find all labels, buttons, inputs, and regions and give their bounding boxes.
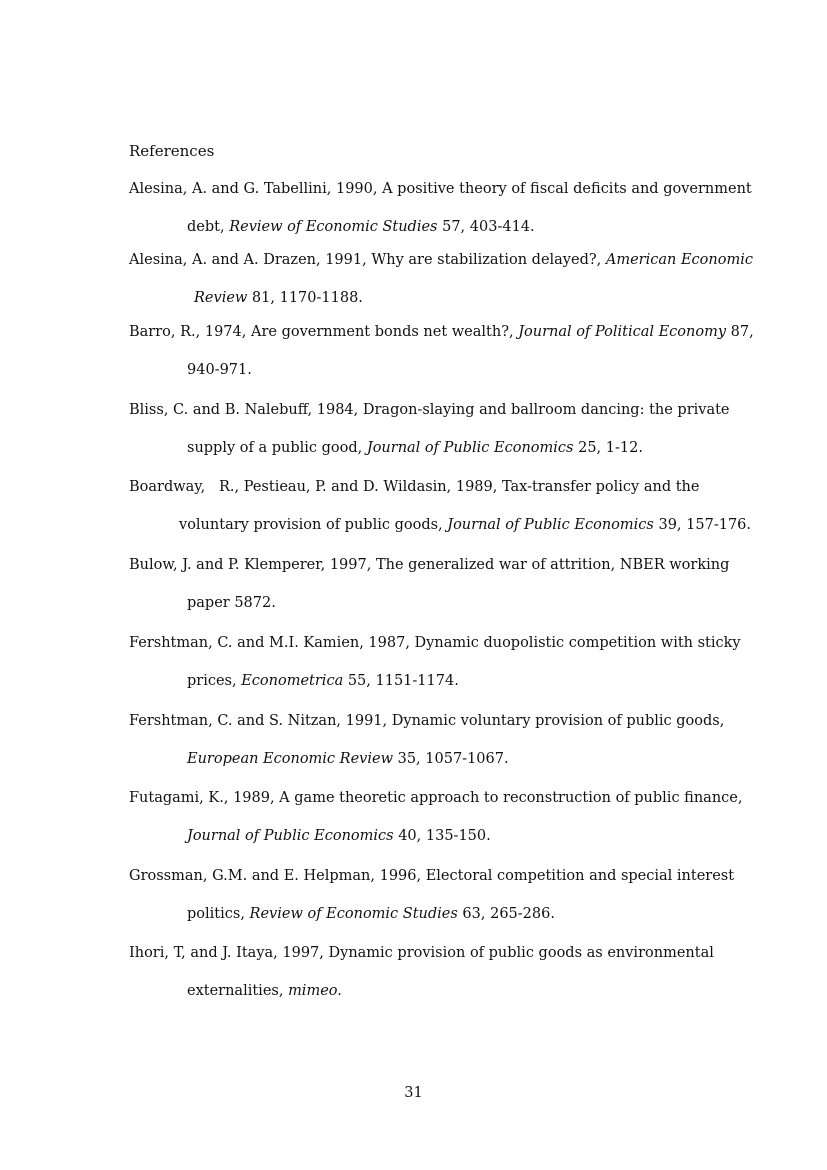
journal-title: Journal of Public Economics xyxy=(187,828,394,844)
journal-title: American Economic xyxy=(605,252,753,268)
reference-line: Boardway, R., Pestieau, P. and D. Wildasin, 1989, Tax-transfer policy and the xyxy=(129,479,700,495)
reference-line: Alesina, A. and A. Drazen, 1991, Why are stabilization delayed?, American Economic xyxy=(129,252,753,268)
reference-line: debt, Review of Economic Studies 57, 403-414. xyxy=(187,219,535,235)
reference-line: Alesina, A. and G. Tabellini, 1990, A positive theory of fiscal deficits and government xyxy=(129,181,752,197)
reference-line: Ihori, T, and J. Itaya, 1997, Dynamic provision of public goods as environmental xyxy=(129,945,714,961)
reference-line: Bulow, J. and P. Klemperer, 1997, The generalized war of attrition, NBER working xyxy=(129,557,730,573)
journal-title: European Economic Review xyxy=(187,751,393,767)
reference-line: Fershtman, C. and M.I. Kamien, 1987, Dynamic duopolistic competition with sticky xyxy=(129,635,741,651)
reference-line: politics, Review of Economic Studies 63, 265-286. xyxy=(187,906,555,922)
reference-line: voluntary provision of public goods, Journal of Public Economics 39, 157-176. xyxy=(179,517,751,533)
reference-line: prices, Econometrica 55, 1151-1174. xyxy=(187,673,459,689)
journal-title: Journal of Public Economics xyxy=(447,517,654,533)
journal-title: Review of Economic Studies xyxy=(229,219,438,235)
reference-line: Futagami, K., 1989, A game theoretic approach to reconstruction of public finance, xyxy=(129,790,743,806)
reference-line: supply of a public good, Journal of Public Economics 25, 1-12. xyxy=(187,440,643,456)
journal-title: Journal of Political Economy xyxy=(518,324,727,340)
reference-line: paper 5872. xyxy=(187,595,276,611)
journal-title: mimeo. xyxy=(288,983,342,999)
journal-title: Review xyxy=(194,290,248,306)
reference-line: Grossman, G.M. and E. Helpman, 1996, Electoral competition and special interest xyxy=(129,868,735,884)
reference-line: European Economic Review 35, 1057-1067. xyxy=(187,751,509,767)
reference-line: Barro, R., 1974, Are government bonds net wealth?, Journal of Political Economy 87, xyxy=(129,324,754,340)
page-number: 31 xyxy=(404,1085,423,1101)
journal-title: Journal of Public Economics xyxy=(366,440,574,456)
references-heading: References xyxy=(129,142,215,160)
reference-line: Bliss, C. and B. Nalebuff, 1984, Dragon-slaying and ballroom dancing: the private xyxy=(129,402,730,418)
reference-line: Journal of Public Economics 40, 135-150. xyxy=(187,828,491,844)
journal-title: Econometrica xyxy=(241,673,344,689)
reference-line: 940-971. xyxy=(187,362,252,378)
journal-title: Review of Economic Studies xyxy=(249,906,458,922)
reference-line: Fershtman, C. and S. Nitzan, 1991, Dynamic voluntary provision of public goods, xyxy=(129,713,725,729)
reference-line: externalities, mimeo. xyxy=(187,983,342,999)
reference-line: Review 81, 1170-1188. xyxy=(194,290,363,306)
